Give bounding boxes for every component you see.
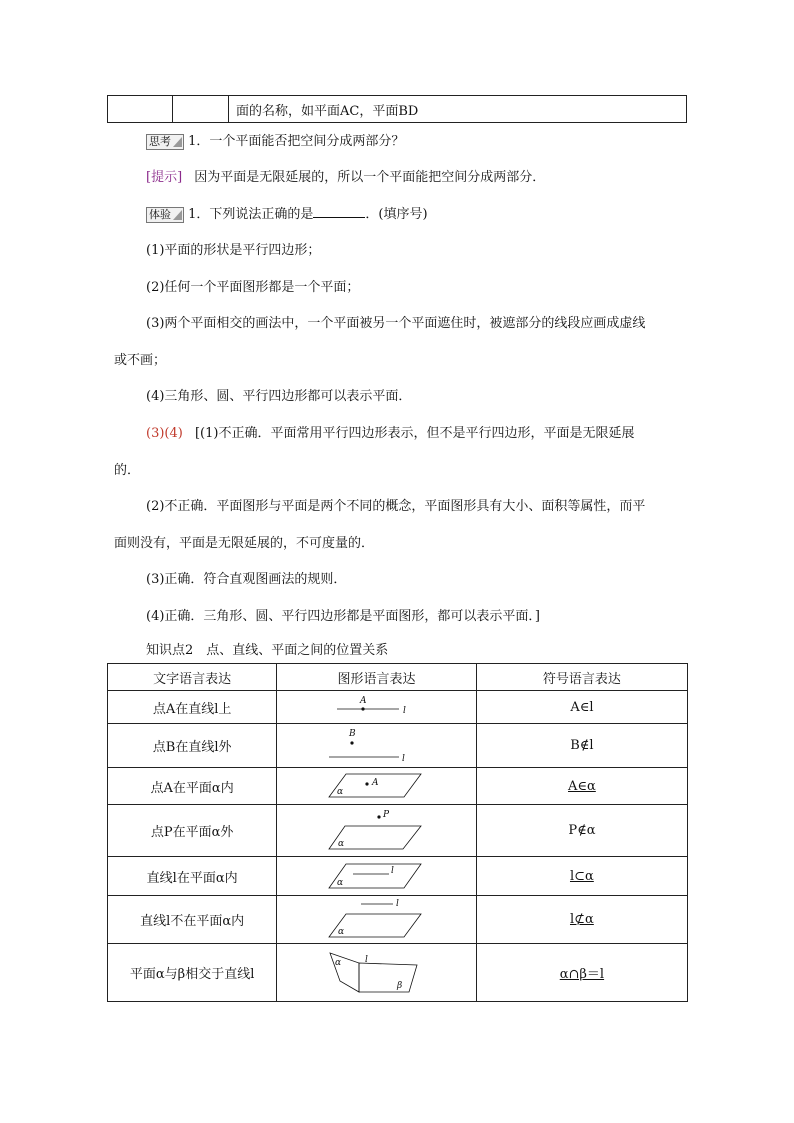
table-row [108, 691, 688, 724]
line-in-plane-figure [327, 861, 427, 891]
think-tag: 思考 [146, 134, 184, 150]
header-figure-language: 图形语言表达 [277, 664, 477, 691]
row-symbol: l⊄α [476, 896, 687, 944]
row-symbol: B∉l [476, 724, 687, 768]
label-alpha: α [337, 926, 344, 937]
exercise-item-3: (3)两个平面相交的画法中，一个平面被另一个平面遮住时，被遮部分的线段应画成虚线 [146, 316, 646, 331]
answer-line-3: (2)不正确．平面图形与平面是两个不同的概念，平面图形具有大小、面积等属性，而平 [146, 499, 646, 514]
label-l: l [390, 866, 394, 876]
answer-line-1 [146, 422, 634, 441]
row-text: 直线l不在平面α内 [108, 896, 277, 944]
row-text: 点B在直线l外 [108, 724, 277, 768]
row-figure [277, 896, 477, 944]
row-symbol: l⊂α [476, 857, 687, 896]
empty-cell [172, 96, 229, 122]
empty-cell [108, 96, 173, 122]
answer-line-2: 的． [114, 463, 141, 478]
answer-text: [(1)不正确．平面常用平行四边形表示，但不是平行四边形，平面是无限延展 [194, 426, 635, 441]
header-text-language: 文字语言表达 [108, 664, 277, 691]
row-figure [277, 724, 477, 768]
section-title: 知识点2 点、直线、平面之间的位置关系 [146, 643, 389, 658]
answer-line-6: (4)正确．三角形、圆、平行四边形都是平面图形，都可以表示平面．] [146, 609, 540, 624]
row-text: 点A在平面α内 [108, 768, 277, 805]
exercise-stem-suffix: ．(填序号) [365, 207, 428, 222]
label-alpha: α [336, 787, 343, 797]
label-A: A [359, 696, 367, 706]
exercise-tag: 体验 [146, 207, 184, 223]
row-text: 点A在直线l上 [108, 691, 277, 724]
continuation-table-row [107, 95, 687, 123]
point-on-line-figure [327, 694, 427, 720]
row-text: 点P在平面α外 [108, 805, 277, 857]
table-row [108, 724, 688, 768]
point-in-plane-figure [327, 771, 427, 801]
row-text: 平面α与β相交于直线l [108, 944, 277, 1002]
label-P: P [382, 809, 389, 820]
hint [146, 166, 545, 185]
label-l: l [364, 954, 368, 965]
exercise-item-4: (4)三角形、圆、平行四边形都可以表示平面． [146, 389, 412, 404]
table-row [108, 805, 688, 857]
label-B: B [348, 728, 356, 739]
label-beta: β [396, 980, 402, 991]
label-l: l [401, 753, 405, 764]
intersecting-planes-figure [327, 948, 427, 998]
answer-key: (3)(4) [146, 426, 183, 441]
table-row [108, 944, 688, 1002]
plane-naming-text: 面的名称，如平面AC，平面BD [236, 104, 419, 119]
answer-line-5: (3)正确．符合直观图画法的规则． [146, 572, 347, 587]
row-text: 直线l在平面α内 [108, 857, 277, 896]
row-figure [277, 805, 477, 857]
label-A: A [371, 778, 379, 788]
hint-text: 因为平面是无限延展的，所以一个平面能把空间分成两部分． [194, 170, 546, 185]
row-figure [277, 691, 477, 724]
table-row [108, 768, 688, 805]
point-off-plane-figure [327, 809, 427, 853]
exercise-item-3-cont: 或不画； [114, 353, 167, 368]
point-off-line-figure [327, 727, 427, 765]
hint-tag: [提示] [146, 170, 183, 185]
table-header-row [108, 664, 688, 691]
label-alpha: α [336, 878, 343, 888]
answer-line-4: 面则没有，平面是无限延展的，不可度量的． [114, 536, 375, 551]
row-symbol: P∉α [476, 805, 687, 857]
row-symbol: α∩β＝l [476, 944, 687, 1002]
label-l: l [395, 898, 399, 909]
header-symbol-language: 符号语言表达 [476, 664, 687, 691]
table-row [108, 896, 688, 944]
answer-blank [313, 205, 365, 218]
row-symbol: A∈l [476, 691, 687, 724]
label-alpha: α [337, 838, 344, 849]
exercise-item-2: (2)任何一个平面图形都是一个平面； [146, 280, 360, 295]
table-row [108, 857, 688, 896]
exercise-item-1: (1)平面的形状是平行四边形； [146, 243, 321, 258]
row-figure [277, 857, 477, 896]
line-off-plane-figure [327, 899, 427, 941]
exercise-stem [146, 203, 428, 223]
row-figure [277, 768, 477, 805]
exercise-stem-prefix: 1．下列说法正确的是 [188, 207, 314, 222]
position-relation-table [107, 663, 688, 1002]
think-question-text: 1．一个平面能否把空间分成两部分？ [188, 134, 405, 149]
row-figure [277, 944, 477, 1002]
think-question [146, 130, 404, 150]
label-l: l [402, 706, 406, 716]
row-symbol: A∈α [476, 768, 687, 805]
label-alpha: α [334, 957, 341, 968]
